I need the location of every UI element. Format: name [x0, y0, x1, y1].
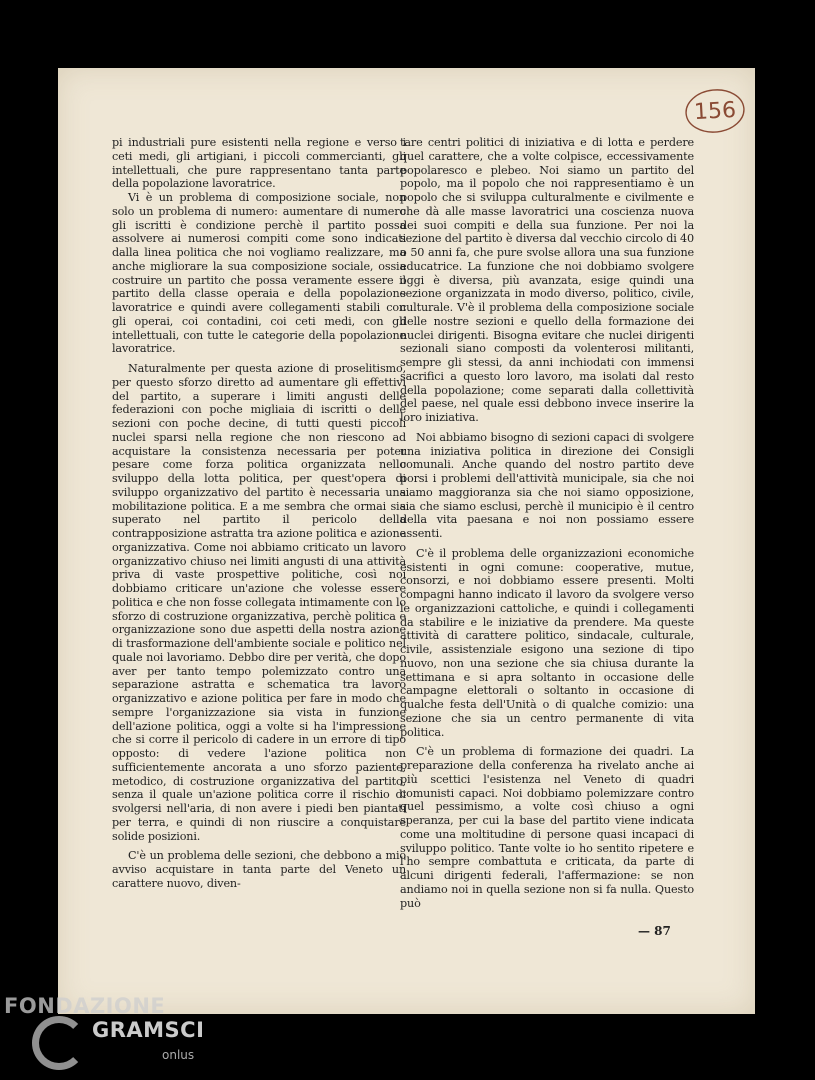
g-logo-icon	[32, 1016, 86, 1070]
watermark-top-text: FONDAZIONE	[4, 994, 166, 1018]
paragraph: Naturalmente per questa azione di proselitismo, per questo sforzo diretto ad aumentare gli effettivi del partito, a superare i limiti angusti delle federazioni con poche migliaia di iscritti o delle sezioni con poche decine, di tutti questi piccoli nuclei sparsi nella regione che non riescono ad acquistare la consistenza necessaria per poter pesare come forza politica organizzata nello sviluppo della lotta politica, per quest'opera di sviluppo organizzativo del partito è necessaria una mobilitazione politica. E a me sembra che ormai sia superato nel partito il pericolo della contrapposizione astratta tra azione politica e azione organizzativa. Come noi abbiamo criticato un lavoro organizzativo chiuso nei limiti angusti di una attività priva di vaste prospettive politiche, così noi dobbiamo criticare un'azione che volesse essere politica e che non fosse collegata intimamente con lo sforzo di costruzione organizzativa, perchè politica e organizzazione sono due aspetti della nostra azione di trasformazione dell'ambiente sociale e politico nel quale noi lavoriamo. Debbo dire per verità, che dopo aver per tanto tempo polemizzato contro una separazione astratta e schematica tra lavoro organizzativo e azione politica per fare in modo che sempre l'organizzazione sia vista in funzione dell'azione politica, oggi a volte si ha l'impressione che si corre il pericolo di cadere in un errore di tipo opposto: di vedere l'azione politica non sufficientemente ancorata a uno sforzo paziente, metodico, di costruzione organizzativa del partito, senza il quale un'azione politica corre il rischio di svolgersi nell'aria, di non avere i piedi ben piantati per terra, e quindi di non riuscire a conquistare solide posizioni.	[112, 362, 406, 843]
paragraph: C'è un problema delle sezioni, che debbono a mio avviso acquistare in tanta parte del Veneto un carattere nuovo, diven-	[112, 849, 406, 890]
fondazione-gramsci-watermark	[0, 988, 260, 1080]
paragraph: Vi è un problema di composizione sociale, non solo un problema di numero: aumentare di numero gli iscritti è condizione perchè il partito possa assolvere ai numerosi compiti come sono indicati dalla linea politica che noi vogliamo realizzare, ma anche migliorare la sua composizione sociale, ossia costruire un partito che possa veramente essere il partito della classe operaia e della popolazione lavoratrice e quindi avere collegamenti stabili con gli operai, coi contadini, coi ceti medi, con gli intellettuali, con tutte le categorie della popolazione lavoratrice.	[112, 191, 406, 356]
paragraph: C'è un problema di formazione dei quadri. La preparazione della conferenza ha rivelato anche ai più scettici l'esistenza nel Veneto di quadri comunisti capaci. Noi dobbiamo polemizzare contro quel pessimismo, a volte così chiuso a ogni speranza, per cui la base del partito viene indicata come una moltitudine di persone quasi incapaci di sviluppo politico. Tante volte io ho sentito ripetere e l'ho sempre combattuta e criticata, da parte di alcuni dirigenti federali, l'affermazione: se non andiamo noi in quella sezione non si fa nulla. Questo può	[400, 745, 694, 910]
page-number: — 87	[638, 924, 671, 938]
watermark-sub-text: onlus	[162, 1048, 195, 1062]
paragraph: tare centri politici di iniziativa e di lotta e perdere quel carattere, che a volte colpisce, eccessivamente popolaresco e plebeo. Noi siamo un partito del popolo, ma il popolo che noi rappresentiamo è un popolo che si sviluppa culturalmente e civilmente e che dà alle masse lavoratrici una coscienza nuova dei suoi compiti e della sua funzione. Per noi la sezione del partito è diversa dal vecchio circolo di 40 o 50 anni fa, che pure svolse allora una sua funzione educatrice. La funzione che noi dobbiamo svolgere oggi è diversa, più avanzata, esige quindi una sezione organizzata in modo diverso, politico, civile, culturale. V'è il problema della composizione sociale delle nostre sezioni e quello della formazione dei nuclei dirigenti. Bisogna evitare che nuclei dirigenti sezionali siano composti da volenterosi militanti, sempre gli stessi, da anni inchiodati con immensi sacrifici a questo loro lavoro, ma isolati dal resto della popolazione; come separati dalla collettività del paese, nel quale essi debbono invece inserire la loro iniziativa.	[400, 136, 694, 424]
paragraph: C'è il problema delle organizzazioni economiche esistenti in ogni comune: cooperative, mutue, consorzi, e noi dobbiamo essere presenti. Molti compagni hanno indicato il lavoro da svolgere verso le organizzazioni cattoliche, e quindi i collegamenti da stabilire e le iniziative da prendere. Ma queste attività di carattere politico, sindacale, culturale, civile, assistenziale esigono una sezione di tipo nuovo, non una sezione che sia chiusa durante la settimana e si apra soltanto in occasione delle campagne elettorali o soltanto in occasione di qualche festa dell'Unità o di qualche comizio: una sezione che sia un centro permanente di vita politica.	[400, 546, 694, 739]
watermark-main-text: GRAMSCI	[92, 1018, 205, 1042]
paragraph: Noi abbiamo bisogno di sezioni capaci di svolgere una iniziativa politica in direzione dei Consigli comunali. Anche quando del nostro partito deve porsi i problemi dell'attività municipale, sia che noi siamo maggioranza sia che noi siamo opposizione, sia che siamo esclusi, perchè il municipio è il centro della vita paesana e noi non possiamo essere assenti.	[400, 430, 694, 540]
left-column	[112, 136, 406, 916]
right-column	[400, 136, 694, 916]
paragraph: pi industriali pure esistenti nella regione e verso i ceti medi, gli artigiani, i piccoli commercianti, gli intellettuali, che pure rappresentano tanta parte della popolazione lavoratrice.	[112, 136, 406, 191]
archive-number-stamp	[684, 86, 746, 136]
archive-number: 156	[693, 97, 737, 125]
